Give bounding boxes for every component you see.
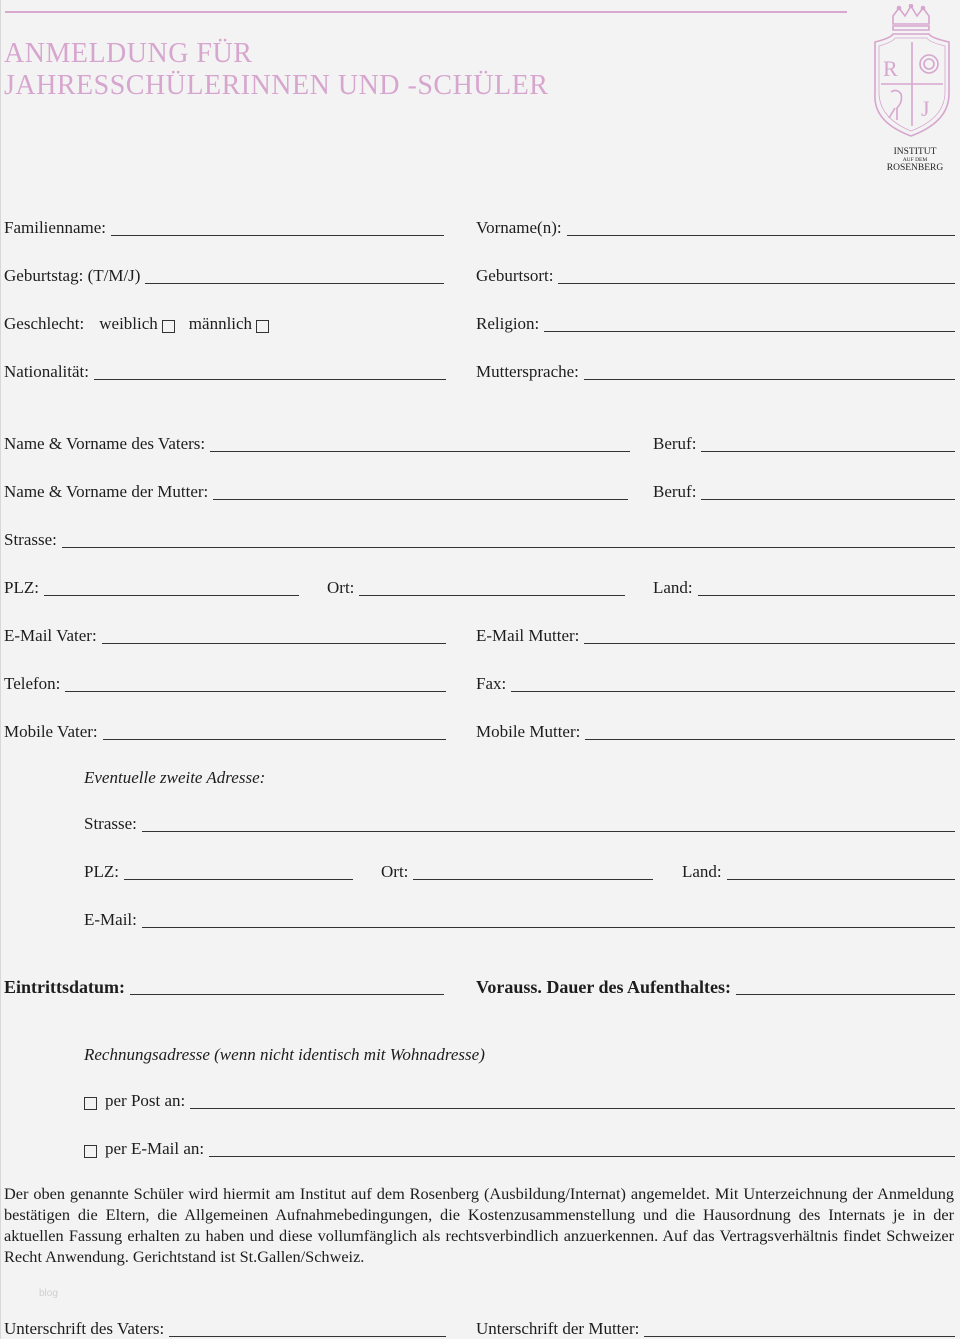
city-field[interactable]: [327, 572, 625, 598]
billing-post-checkbox[interactable]: [84, 1097, 97, 1110]
nationality-field[interactable]: [4, 356, 446, 382]
second-street-field[interactable]: [84, 808, 955, 834]
field-label: Vorname(n):: [476, 218, 562, 237]
input-line[interactable]: [213, 483, 628, 500]
input-line[interactable]: [142, 815, 955, 832]
stay-duration-field[interactable]: [476, 971, 955, 997]
input-line[interactable]: [130, 978, 444, 995]
form-title: [4, 38, 548, 102]
input-line[interactable]: [210, 435, 630, 452]
billing-email-checkbox[interactable]: [84, 1145, 97, 1158]
signature-line[interactable]: [644, 1320, 955, 1337]
gender-male-label: männlich: [188, 314, 253, 333]
input-line[interactable]: [558, 267, 955, 284]
father-profession-field[interactable]: [653, 428, 955, 454]
field-label: Mobile Vater:: [4, 722, 98, 741]
logo-caption: [865, 147, 960, 173]
header-rule: [5, 11, 847, 13]
svg-text:J: J: [921, 96, 930, 121]
input-line[interactable]: [124, 863, 353, 880]
field-label: Geburtsort:: [476, 266, 554, 285]
input-line[interactable]: [209, 1140, 955, 1157]
street-field[interactable]: [4, 524, 955, 550]
second-city-field[interactable]: [381, 856, 653, 882]
input-line[interactable]: [103, 723, 446, 740]
input-line[interactable]: [94, 363, 446, 380]
input-line[interactable]: [65, 675, 446, 692]
section-heading: Rechnungsadresse (wenn nicht identisch mit Wohnadresse): [84, 1045, 485, 1064]
mother-tongue-field[interactable]: [476, 356, 955, 382]
male-checkbox[interactable]: [256, 320, 269, 333]
entry-date-field[interactable]: [4, 971, 444, 997]
field-label: Vorauss. Dauer des Aufenthaltes:: [476, 977, 732, 997]
field-label: Nationalität:: [4, 362, 89, 381]
input-line[interactable]: [544, 315, 955, 332]
field-label: Geburtstag: (T/M/J): [4, 266, 141, 285]
field-label: PLZ:: [84, 862, 119, 881]
field-label: Name & Vorname des Vaters:: [4, 434, 206, 453]
input-line[interactable]: [701, 435, 955, 452]
mobile-mother-field[interactable]: [476, 716, 955, 742]
birthday-field[interactable]: [4, 260, 444, 286]
field-label: E-Mail:: [84, 910, 137, 929]
input-line[interactable]: [359, 579, 625, 596]
signature-line[interactable]: [169, 1320, 446, 1337]
second-zip-field[interactable]: [84, 856, 353, 882]
title-line-2: JAHRESSCHÜLERINNEN UND -SCHÜLER: [4, 70, 549, 101]
family-name-field[interactable]: [4, 212, 444, 238]
input-line[interactable]: [62, 531, 955, 548]
input-line[interactable]: [190, 1092, 955, 1109]
field-label: PLZ:: [4, 578, 39, 597]
field-label: Land:: [682, 862, 722, 881]
input-line[interactable]: [736, 978, 955, 995]
father-signature-field[interactable]: [4, 1313, 446, 1339]
section-heading: Eventuelle zweite Adresse:: [84, 768, 266, 787]
title-line-1: ANMELDUNG FÜR: [4, 38, 253, 69]
birthplace-field[interactable]: [476, 260, 955, 286]
input-line[interactable]: [44, 579, 299, 596]
field-label: Ort:: [381, 862, 409, 881]
phone-field[interactable]: [4, 668, 446, 694]
field-label: Religion:: [476, 314, 540, 333]
mobile-father-field[interactable]: [4, 716, 446, 742]
second-address-heading: [84, 762, 484, 788]
input-line[interactable]: [511, 675, 955, 692]
field-label: E-Mail Vater:: [4, 626, 97, 645]
field-label: Strasse:: [4, 530, 57, 549]
field-label: Geschlecht:: [4, 314, 85, 333]
field-label: per E-Mail an:: [105, 1139, 205, 1158]
billing-heading: [84, 1039, 684, 1065]
declaration-text: Der oben genannte Schüler wird hiermit am Institut auf dem Rosenberg (Ausbildung/Internat) angemeldet. Mit Unterzeichnung der Anmeldung bestätigen die Eltern, die Allgemeinen Aufnahmebedingungen, die Kostenzusammenstellung und die Hausordnung des Internats je in der aktuellen Fassung erhalten zu haben und diese vollumfänglich als rechtsverbindlich anzuerkennen. Auf das Vertragsverhältnis findet Schweizer Recht Anwendung. Gerichtstand ist St.Gallen/Schweiz.: [4, 1184, 954, 1266]
field-label: Telefon:: [4, 674, 61, 693]
input-line[interactable]: [701, 483, 955, 500]
mother-profession-field[interactable]: [653, 476, 955, 502]
female-checkbox[interactable]: [162, 320, 175, 333]
field-label: per Post an:: [105, 1091, 186, 1110]
field-label: E-Mail Mutter:: [476, 626, 580, 645]
watermark-text: blog: [39, 1288, 58, 1299]
field-label: Name & Vorname der Mutter:: [4, 482, 209, 501]
email-mother-field[interactable]: [476, 620, 955, 646]
field-label: Mobile Mutter:: [476, 722, 581, 741]
input-line[interactable]: [142, 911, 955, 928]
second-country-field[interactable]: [682, 856, 955, 882]
field-label: Land:: [653, 578, 693, 597]
email-father-field[interactable]: [4, 620, 446, 646]
input-line[interactable]: [584, 363, 955, 380]
second-email-field[interactable]: [84, 904, 955, 930]
input-line[interactable]: [567, 219, 955, 236]
logo-line-3: ROSENBERG: [886, 163, 944, 173]
field-label: Unterschrift der Mutter:: [476, 1319, 640, 1338]
logo-line-2: AUF DEM: [902, 157, 928, 163]
religion-field[interactable]: [476, 308, 955, 334]
country-field[interactable]: [653, 572, 955, 598]
input-line[interactable]: [413, 863, 653, 880]
logo-line-1: INSTITUT: [893, 147, 937, 157]
field-label: Beruf:: [653, 482, 697, 501]
input-line[interactable]: [727, 863, 955, 880]
zip-field[interactable]: [4, 572, 299, 598]
field-label: Eintrittsdatum:: [4, 977, 125, 997]
fax-field[interactable]: [476, 668, 955, 694]
input-line[interactable]: [111, 219, 444, 236]
input-line[interactable]: [585, 723, 955, 740]
input-line[interactable]: [584, 627, 955, 644]
svg-text:R: R: [883, 56, 898, 81]
field-label: Strasse:: [84, 814, 137, 833]
input-line[interactable]: [102, 627, 446, 644]
mother-name-field[interactable]: [4, 476, 628, 502]
field-label: Muttersprache:: [476, 362, 579, 381]
billing-post-field[interactable]: [80, 1085, 955, 1111]
gender-field: [4, 308, 444, 334]
field-label: Fax:: [476, 674, 507, 693]
first-names-field[interactable]: [476, 212, 955, 238]
field-label: Familienname:: [4, 218, 106, 237]
billing-email-field[interactable]: [80, 1133, 955, 1159]
input-line[interactable]: [698, 579, 955, 596]
input-line[interactable]: [145, 267, 444, 284]
gender-female-label: weiblich: [99, 314, 158, 333]
field-label: Ort:: [327, 578, 355, 597]
father-name-field[interactable]: [4, 428, 630, 454]
field-label: Unterschrift des Vaters:: [4, 1319, 165, 1338]
mother-signature-field[interactable]: [476, 1313, 955, 1339]
field-label: Beruf:: [653, 434, 697, 453]
